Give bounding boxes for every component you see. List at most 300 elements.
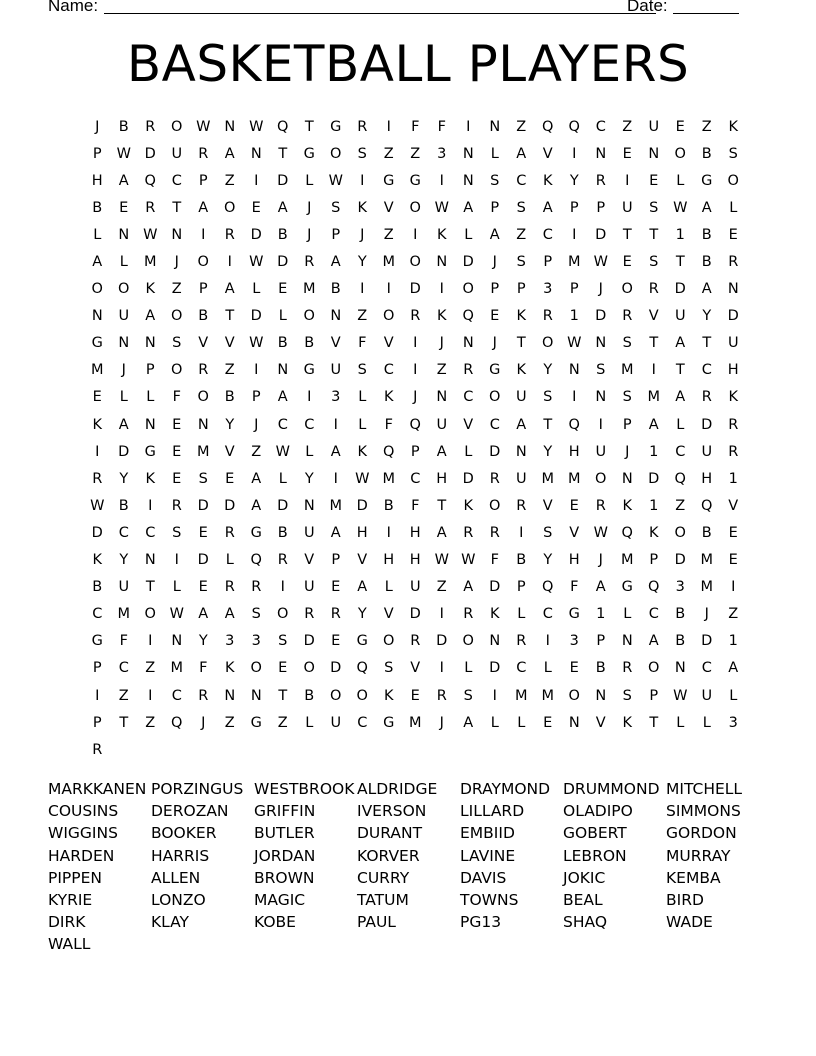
grid-letter[interactable]: D	[595, 308, 607, 325]
grid-letter[interactable]: L	[729, 687, 738, 704]
grid-letter[interactable]: R	[145, 199, 156, 216]
grid-letter[interactable]: S	[463, 687, 473, 704]
grid-letter[interactable]: V	[383, 199, 394, 216]
grid-letter[interactable]: R	[489, 470, 500, 487]
grid-letter[interactable]: N	[436, 254, 448, 271]
grid-letter[interactable]: B	[277, 335, 288, 352]
grid-letter[interactable]: T	[437, 497, 447, 514]
grid-letter[interactable]: Z	[171, 281, 182, 298]
grid-letter[interactable]: Z	[383, 226, 394, 243]
grid-letter[interactable]: Q	[568, 416, 580, 433]
grid-letter[interactable]: I	[360, 281, 365, 298]
grid-letter[interactable]: O	[277, 606, 289, 623]
grid-letter[interactable]: R	[516, 633, 527, 650]
grid-letter[interactable]: W	[567, 335, 582, 352]
grid-letter[interactable]: P	[596, 199, 606, 216]
grid-letter[interactable]: F	[570, 579, 579, 596]
grid-letter[interactable]: T	[675, 362, 685, 379]
grid-letter[interactable]: K	[224, 660, 235, 677]
grid-letter[interactable]: K	[728, 389, 738, 406]
grid-letter[interactable]: M	[541, 470, 554, 487]
grid-letter[interactable]: A	[542, 199, 553, 216]
grid-letter[interactable]: O	[330, 145, 342, 162]
grid-letter[interactable]: L	[358, 416, 367, 433]
grid-letter[interactable]: K	[622, 497, 632, 514]
grid-letter[interactable]: 1	[649, 443, 659, 460]
grid-letter[interactable]: T	[225, 308, 235, 325]
grid-letter[interactable]: W	[461, 552, 476, 569]
grid-letter[interactable]: A	[198, 606, 209, 623]
grid-letter[interactable]: K	[728, 118, 738, 135]
grid-letter[interactable]: N	[489, 118, 501, 135]
grid-letter[interactable]: A	[728, 660, 739, 677]
grid-letter[interactable]: B	[675, 606, 686, 623]
grid-letter[interactable]: T	[145, 579, 155, 596]
grid-letter[interactable]: E	[569, 660, 579, 677]
grid-letter[interactable]: U	[171, 145, 183, 162]
grid-letter[interactable]: I	[307, 389, 312, 406]
grid-letter[interactable]: D	[250, 226, 262, 243]
grid-letter[interactable]: N	[568, 362, 580, 379]
grid-letter[interactable]: H	[436, 470, 448, 487]
grid-letter[interactable]: U	[674, 308, 686, 325]
grid-letter[interactable]: S	[357, 145, 367, 162]
grid-letter[interactable]: D	[462, 254, 474, 271]
grid-letter[interactable]: D	[224, 497, 236, 514]
grid-letter[interactable]: B	[595, 660, 606, 677]
grid-letter[interactable]: K	[463, 497, 473, 514]
grid-letter[interactable]: D	[277, 172, 289, 189]
grid-letter[interactable]: B	[304, 687, 315, 704]
grid-letter[interactable]: I	[598, 416, 603, 433]
grid-letter[interactable]: U	[118, 308, 130, 325]
grid-letter[interactable]: O	[409, 254, 421, 271]
grid-letter[interactable]: P	[596, 633, 606, 650]
grid-letter[interactable]: U	[515, 470, 527, 487]
grid-letter[interactable]: P	[622, 416, 632, 433]
grid-letter[interactable]: D	[462, 470, 474, 487]
grid-letter[interactable]: Q	[171, 714, 183, 731]
grid-letter[interactable]: L	[517, 714, 526, 731]
grid-letter[interactable]: J	[121, 362, 126, 379]
grid-letter[interactable]: G	[383, 172, 395, 189]
grid-letter[interactable]: D	[197, 497, 209, 514]
grid-letter[interactable]: P	[490, 199, 500, 216]
grid-letter[interactable]: A	[463, 199, 474, 216]
grid-letter[interactable]: S	[622, 687, 632, 704]
grid-letter[interactable]: T	[649, 226, 659, 243]
grid-letter[interactable]: E	[622, 145, 632, 162]
grid-letter[interactable]: D	[436, 633, 448, 650]
grid-letter[interactable]: U	[595, 443, 607, 460]
grid-letter[interactable]: F	[437, 118, 446, 135]
grid-letter[interactable]: P	[649, 552, 659, 569]
grid-letter[interactable]: D	[118, 443, 130, 460]
grid-letter[interactable]: D	[409, 606, 421, 623]
grid-letter[interactable]: M	[700, 552, 713, 569]
grid-letter[interactable]: D	[330, 660, 342, 677]
grid-letter[interactable]: V	[383, 335, 394, 352]
grid-letter[interactable]: C	[304, 416, 315, 433]
grid-letter[interactable]: N	[224, 687, 236, 704]
grid-letter[interactable]: R	[648, 281, 659, 298]
grid-letter[interactable]: F	[358, 335, 367, 352]
grid-letter[interactable]: I	[148, 633, 153, 650]
grid-letter[interactable]: M	[170, 660, 183, 677]
grid-letter[interactable]: N	[462, 335, 474, 352]
grid-letter[interactable]: K	[145, 470, 155, 487]
grid-letter[interactable]: Q	[277, 118, 289, 135]
grid-letter[interactable]: L	[517, 606, 526, 623]
grid-letter[interactable]: O	[542, 335, 554, 352]
grid-letter[interactable]: J	[492, 335, 497, 352]
grid-letter[interactable]: J	[201, 714, 206, 731]
grid-letter[interactable]: I	[572, 389, 577, 406]
grid-letter[interactable]: O	[171, 308, 183, 325]
grid-letter[interactable]: C	[357, 714, 368, 731]
grid-letter[interactable]: V	[330, 335, 341, 352]
grid-letter[interactable]: V	[357, 552, 368, 569]
grid-letter[interactable]: J	[598, 552, 603, 569]
grid-letter[interactable]: R	[198, 687, 209, 704]
grid-letter[interactable]: N	[250, 687, 262, 704]
grid-letter[interactable]: B	[516, 552, 527, 569]
grid-letter[interactable]: O	[303, 308, 315, 325]
grid-letter[interactable]: R	[542, 308, 553, 325]
grid-letter[interactable]: 3	[543, 281, 553, 298]
grid-letter[interactable]: C	[145, 524, 156, 541]
grid-letter[interactable]: R	[357, 118, 368, 135]
grid-letter[interactable]: D	[727, 308, 739, 325]
grid-letter[interactable]: P	[145, 362, 155, 379]
grid-letter[interactable]: Z	[118, 687, 129, 704]
grid-letter[interactable]: K	[145, 281, 155, 298]
grid-letter[interactable]: G	[621, 579, 633, 596]
grid-letter[interactable]: S	[596, 362, 606, 379]
grid-letter[interactable]: E	[225, 470, 235, 487]
grid-letter[interactable]: I	[519, 524, 524, 541]
grid-letter[interactable]: N	[436, 389, 448, 406]
grid-letter[interactable]: C	[701, 660, 712, 677]
grid-letter[interactable]: A	[145, 308, 156, 325]
grid-letter[interactable]: W	[90, 497, 105, 514]
grid-letter[interactable]: S	[649, 199, 659, 216]
grid-letter[interactable]: L	[93, 226, 102, 243]
grid-letter[interactable]: O	[674, 524, 686, 541]
grid-letter[interactable]: L	[305, 172, 314, 189]
grid-letter[interactable]: M	[196, 443, 210, 460]
grid-letter[interactable]: Z	[675, 497, 686, 514]
grid-letter[interactable]: N	[224, 118, 236, 135]
grid-letter[interactable]: N	[727, 281, 739, 298]
grid-letter[interactable]: A	[701, 199, 712, 216]
grid-letter[interactable]: G	[250, 524, 262, 541]
grid-letter[interactable]: K	[383, 687, 394, 704]
grid-letter[interactable]: K	[648, 524, 659, 541]
grid-letter[interactable]: Y	[119, 470, 129, 487]
grid-letter[interactable]: E	[198, 579, 208, 596]
grid-letter[interactable]: Z	[145, 660, 156, 677]
grid-letter[interactable]: G	[303, 362, 315, 379]
grid-letter[interactable]: A	[224, 606, 235, 623]
grid-letter[interactable]: O	[727, 172, 739, 189]
grid-letter[interactable]: J	[439, 714, 444, 731]
grid-letter[interactable]: W	[275, 443, 290, 460]
grid-letter[interactable]: K	[92, 552, 102, 569]
grid-letter[interactable]: P	[569, 199, 579, 216]
grid-letter[interactable]: G	[303, 145, 315, 162]
grid-letter[interactable]: L	[702, 714, 711, 731]
grid-letter[interactable]: E	[569, 497, 579, 514]
grid-letter[interactable]: U	[648, 118, 660, 135]
grid-letter[interactable]: O	[91, 281, 103, 298]
grid-letter[interactable]: P	[198, 281, 208, 298]
grid-letter[interactable]: Q	[462, 308, 474, 325]
grid-letter[interactable]: J	[95, 118, 100, 135]
grid-letter[interactable]: O	[595, 470, 607, 487]
grid-letter[interactable]: L	[252, 281, 261, 298]
grid-letter[interactable]: R	[251, 579, 262, 596]
grid-letter[interactable]: I	[333, 416, 338, 433]
grid-letter[interactable]: Z	[436, 362, 447, 379]
grid-letter[interactable]: Y	[198, 633, 208, 650]
grid-letter[interactable]: H	[409, 552, 421, 569]
grid-letter[interactable]: I	[466, 118, 471, 135]
grid-letter[interactable]: S	[357, 362, 367, 379]
grid-letter[interactable]: I	[492, 687, 497, 704]
grid-letter[interactable]: T	[304, 118, 314, 135]
grid-letter[interactable]: R	[595, 172, 606, 189]
grid-letter[interactable]: I	[572, 145, 577, 162]
grid-letter[interactable]: Z	[701, 118, 712, 135]
grid-letter[interactable]: H	[383, 552, 395, 569]
grid-letter[interactable]: N	[595, 145, 607, 162]
grid-letter[interactable]: S	[543, 389, 553, 406]
grid-letter[interactable]: P	[543, 254, 553, 271]
grid-letter[interactable]: J	[360, 226, 365, 243]
grid-letter[interactable]: I	[148, 497, 153, 514]
grid-letter[interactable]: P	[516, 281, 526, 298]
grid-letter[interactable]: Z	[436, 579, 447, 596]
grid-letter[interactable]: R	[224, 579, 235, 596]
grid-letter[interactable]: Y	[225, 416, 235, 433]
grid-letter[interactable]: U	[409, 579, 421, 596]
grid-letter[interactable]: I	[572, 226, 577, 243]
grid-letter[interactable]: I	[545, 633, 550, 650]
grid-letter[interactable]: S	[649, 254, 659, 271]
grid-letter[interactable]: J	[174, 254, 179, 271]
grid-letter[interactable]: K	[357, 199, 367, 216]
grid-letter[interactable]: T	[119, 714, 129, 731]
grid-letter[interactable]: A	[436, 524, 447, 541]
grid-letter[interactable]: N	[595, 687, 607, 704]
grid-letter[interactable]: L	[278, 308, 287, 325]
grid-letter[interactable]: O	[144, 606, 156, 623]
grid-letter[interactable]: A	[463, 714, 474, 731]
grid-letter[interactable]: T	[543, 416, 553, 433]
grid-letter[interactable]: T	[278, 687, 288, 704]
grid-letter[interactable]: O	[356, 687, 368, 704]
grid-letter[interactable]: A	[118, 416, 129, 433]
grid-letter[interactable]: O	[224, 199, 236, 216]
grid-letter[interactable]: J	[307, 226, 312, 243]
grid-letter[interactable]: A	[92, 254, 103, 271]
grid-letter[interactable]: K	[516, 362, 526, 379]
grid-letter[interactable]: A	[463, 579, 474, 596]
grid-letter[interactable]: A	[675, 335, 686, 352]
grid-letter[interactable]: Q	[542, 118, 554, 135]
grid-letter[interactable]: T	[172, 199, 182, 216]
grid-letter[interactable]: Z	[410, 145, 421, 162]
grid-letter[interactable]: N	[621, 470, 633, 487]
grid-letter[interactable]: F	[411, 118, 420, 135]
grid-letter[interactable]: L	[543, 660, 552, 677]
grid-letter[interactable]: H	[91, 172, 103, 189]
grid-letter[interactable]: E	[675, 118, 685, 135]
grid-letter[interactable]: P	[331, 226, 341, 243]
grid-letter[interactable]: 1	[569, 308, 579, 325]
grid-letter[interactable]: E	[331, 579, 341, 596]
grid-letter[interactable]: Y	[543, 552, 553, 569]
grid-letter[interactable]: D	[701, 416, 713, 433]
grid-letter[interactable]: Z	[224, 362, 235, 379]
grid-letter[interactable]: M	[700, 579, 713, 596]
grid-letter[interactable]: D	[197, 552, 209, 569]
grid-letter[interactable]: A	[224, 281, 235, 298]
grid-letter[interactable]: B	[224, 389, 235, 406]
grid-letter[interactable]: J	[439, 335, 444, 352]
grid-letter[interactable]: W	[434, 199, 449, 216]
grid-letter[interactable]: L	[305, 714, 314, 731]
grid-letter[interactable]: R	[92, 741, 103, 758]
grid-letter[interactable]: S	[622, 389, 632, 406]
grid-letter[interactable]: Q	[648, 579, 660, 596]
grid-letter[interactable]: E	[92, 389, 102, 406]
grid-letter[interactable]: Q	[383, 443, 395, 460]
grid-letter[interactable]: C	[489, 416, 500, 433]
grid-letter[interactable]: L	[676, 172, 685, 189]
grid-letter[interactable]: H	[356, 524, 368, 541]
grid-letter[interactable]: P	[490, 281, 500, 298]
grid-letter[interactable]: H	[409, 524, 421, 541]
grid-letter[interactable]: O	[171, 118, 183, 135]
grid-letter[interactable]: L	[146, 389, 155, 406]
grid-letter[interactable]: W	[434, 552, 449, 569]
grid-letter[interactable]: R	[622, 308, 633, 325]
grid-letter[interactable]: R	[436, 687, 447, 704]
grid-letter[interactable]: 3	[225, 633, 235, 650]
grid-letter[interactable]: W	[143, 226, 158, 243]
grid-letter[interactable]: Y	[119, 552, 129, 569]
grid-letter[interactable]: C	[516, 660, 527, 677]
grid-letter[interactable]: E	[622, 254, 632, 271]
grid-letter[interactable]: Z	[145, 714, 156, 731]
grid-letter[interactable]: Z	[224, 714, 235, 731]
grid-letter[interactable]: W	[328, 172, 343, 189]
grid-letter[interactable]: I	[386, 281, 391, 298]
grid-letter[interactable]: P	[198, 172, 208, 189]
grid-letter[interactable]: C	[648, 606, 659, 623]
grid-letter[interactable]: L	[623, 606, 632, 623]
grid-letter[interactable]: V	[595, 714, 606, 731]
grid-letter[interactable]: N	[144, 552, 156, 569]
grid-letter[interactable]: O	[621, 281, 633, 298]
grid-letter[interactable]: O	[462, 281, 474, 298]
grid-letter[interactable]: M	[620, 552, 634, 569]
grid-letter[interactable]: A	[224, 145, 235, 162]
grid-letter[interactable]: R	[410, 633, 421, 650]
grid-letter[interactable]: A	[118, 172, 129, 189]
grid-letter[interactable]: M	[567, 254, 581, 271]
grid-letter[interactable]: M	[302, 281, 316, 298]
grid-letter[interactable]: L	[358, 389, 367, 406]
grid-letter[interactable]: O	[330, 687, 342, 704]
grid-letter[interactable]: 3	[437, 145, 447, 162]
grid-letter[interactable]: N	[568, 714, 580, 731]
grid-letter[interactable]: D	[277, 497, 289, 514]
grid-letter[interactable]: B	[118, 497, 129, 514]
grid-letter[interactable]: D	[648, 470, 660, 487]
grid-letter[interactable]: B	[701, 145, 712, 162]
grid-letter[interactable]: I	[413, 335, 418, 352]
grid-letter[interactable]: C	[516, 172, 527, 189]
grid-letter[interactable]: K	[436, 226, 447, 243]
grid-letter[interactable]: O	[489, 389, 501, 406]
grid-letter[interactable]: A	[251, 497, 262, 514]
grid-letter[interactable]: S	[728, 145, 738, 162]
grid-letter[interactable]: Z	[516, 118, 527, 135]
grid-letter[interactable]: G	[330, 118, 342, 135]
grid-letter[interactable]: A	[648, 416, 659, 433]
grid-letter[interactable]: R	[145, 118, 156, 135]
grid-letter[interactable]: B	[701, 226, 712, 243]
grid-letter[interactable]: A	[489, 226, 500, 243]
grid-letter[interactable]: Z	[383, 145, 394, 162]
grid-letter[interactable]: S	[278, 633, 288, 650]
grid-letter[interactable]: M	[143, 254, 157, 271]
grid-letter[interactable]: A	[330, 524, 341, 541]
grid-letter[interactable]: O	[250, 660, 262, 677]
grid-letter[interactable]: C	[410, 470, 421, 487]
grid-letter[interactable]: W	[196, 118, 211, 135]
grid-letter[interactable]: D	[674, 281, 686, 298]
grid-letter[interactable]: P	[569, 281, 579, 298]
grid-letter[interactable]: R	[304, 254, 315, 271]
grid-letter[interactable]: R	[224, 226, 235, 243]
grid-letter[interactable]: G	[383, 714, 395, 731]
grid-letter[interactable]: R	[463, 524, 474, 541]
grid-letter[interactable]: L	[729, 199, 738, 216]
grid-letter[interactable]: W	[673, 199, 688, 216]
grid-letter[interactable]: W	[169, 606, 184, 623]
grid-letter[interactable]: M	[514, 687, 528, 704]
grid-letter[interactable]: B	[277, 524, 288, 541]
grid-letter[interactable]: P	[331, 552, 341, 569]
grid-letter[interactable]: L	[172, 579, 181, 596]
grid-letter[interactable]: T	[702, 335, 712, 352]
grid-letter[interactable]: G	[356, 633, 368, 650]
grid-letter[interactable]: E	[728, 524, 738, 541]
grid-letter[interactable]: 3	[331, 389, 341, 406]
grid-letter[interactable]: Q	[409, 416, 421, 433]
grid-letter[interactable]: A	[436, 443, 447, 460]
grid-letter[interactable]: O	[409, 199, 421, 216]
grid-letter[interactable]: R	[701, 389, 712, 406]
grid-letter[interactable]: J	[598, 281, 603, 298]
grid-letter[interactable]: B	[118, 118, 129, 135]
grid-letter[interactable]: D	[489, 660, 501, 677]
grid-letter[interactable]: N	[171, 633, 183, 650]
